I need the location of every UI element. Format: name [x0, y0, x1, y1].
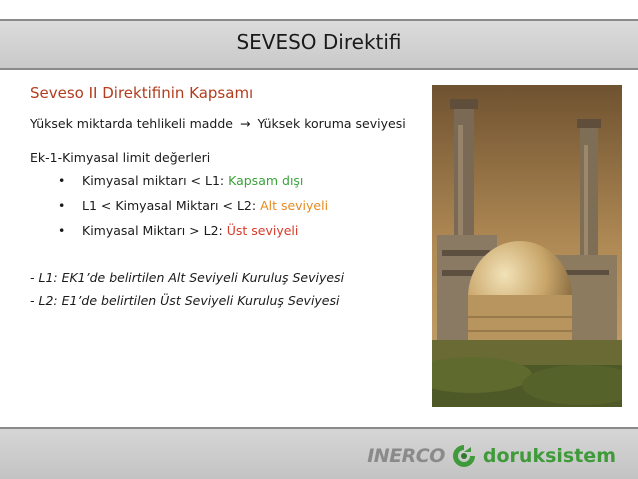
- arrow-icon: →: [239, 116, 251, 131]
- list-item: [58, 198, 328, 223]
- list-item: [58, 173, 328, 198]
- bullet-text: Kimyasal miktarı < L1:: [82, 173, 229, 188]
- bullet-highlight: Kapsam dışı: [228, 173, 304, 188]
- company-logo: [367, 441, 616, 471]
- note-l1: - L1: EK1’de belirtilen Alt Seviyeli Kuruluş Seviyesi: [30, 270, 345, 285]
- inerco-logo-text: INERCO: [367, 445, 445, 467]
- doruk-word: doruk: [482, 445, 546, 467]
- bullet-highlight: Alt seviyeli: [260, 198, 329, 213]
- bullet-highlight: Üst seviyeli: [226, 223, 299, 238]
- limit-list: [58, 173, 328, 248]
- doruk-logo-text: [483, 445, 616, 467]
- nuclear-plant-photo: [432, 85, 622, 407]
- intro-right: Yüksek koruma seviyesi: [257, 116, 406, 131]
- sistem-word: sistem: [545, 445, 616, 467]
- plant-illustration: [432, 85, 622, 407]
- doruk-logo-icon: [451, 443, 477, 469]
- bullet-text: L1 < Kimyasal Miktarı < L2:: [82, 198, 261, 213]
- slide-title: SEVESO Direktifi: [236, 30, 402, 54]
- bullet-icon: •: [58, 223, 66, 238]
- bullet-icon: •: [58, 173, 66, 188]
- intro-left: Yüksek miktarda tehlikeli madde: [30, 116, 233, 131]
- note-l2: - L2: E1’de belirtilen Üst Seviyeli Kuruluş Seviyesi: [30, 293, 340, 308]
- bullet-icon: •: [58, 198, 66, 213]
- intro-line: [30, 116, 406, 131]
- ek-title: Ek-1-Kimyasal limit değerleri: [30, 150, 211, 165]
- slide-subtitle: Seveso II Direktifinin Kapsamı: [30, 84, 254, 102]
- bullet-text: Kimyasal Miktarı > L2:: [82, 223, 227, 238]
- list-item: [58, 223, 328, 248]
